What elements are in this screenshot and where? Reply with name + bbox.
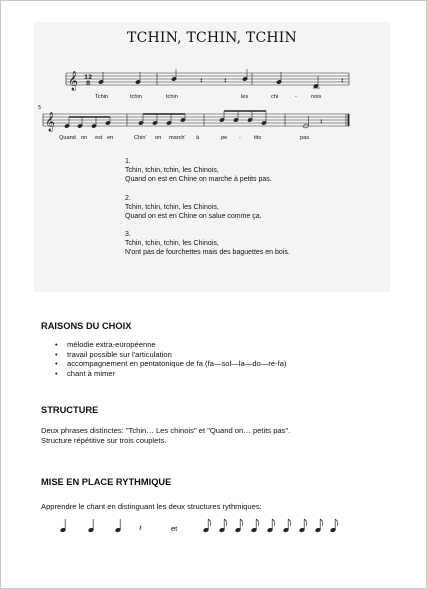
rythmique-text: Apprendre le chant en distinguant les deux structures rythmiques: (41, 502, 262, 511)
lyric-syllable: tits (254, 135, 262, 141)
rhythm-pattern-eighths (203, 519, 338, 532)
lyric-syllable: on (81, 135, 88, 141)
lyric-syllable: est (95, 135, 103, 141)
song-title: TCHIN, TCHIN, TCHIN (127, 30, 297, 46)
lyric-syllable: Quand (59, 135, 76, 141)
heading-raisons: RAISONS DU CHOIX (41, 321, 132, 331)
treble-clef-icon: 𝄞 (45, 112, 56, 132)
quarter-rest-icon: 𝄽 (200, 76, 203, 85)
lyric-syllable: Chin' (134, 135, 147, 141)
quarter-rest-icon: 𝄽 (341, 76, 344, 85)
lyric-syllable: tchin (130, 94, 142, 100)
lyric-syllable: nois (311, 94, 322, 100)
verse-3 (125, 230, 290, 257)
lyric-syllable: on (155, 135, 162, 141)
structure-line: Deux phrases distinctes: "Tchin… Les chinois" et "Quand on… petits pas". (41, 426, 291, 435)
verse-line: Tchin, tchin, tchin, les Chinois, (125, 240, 219, 247)
rhythm-connector: et (171, 524, 178, 533)
heading-rythmique: MISE EN PLACE RYTHMIQUE (41, 477, 172, 487)
time-signature-top: 12 (84, 74, 93, 81)
lyric-syllable: pe (221, 135, 228, 141)
lyric-syllable: tchin (166, 94, 178, 100)
lyric-syllable: les (241, 94, 249, 100)
list-item: • chant à mimer (67, 369, 287, 379)
rhythm-pattern-quarters (60, 519, 121, 532)
structure-line: Structure répétitive sur trois couplets. (41, 436, 167, 445)
quarter-rest-icon: 𝄽 (139, 524, 142, 534)
verse-1 (125, 157, 272, 184)
lyric-syllable: march' (169, 135, 186, 141)
raisons-list (41, 340, 287, 378)
lyric-syllable: - (239, 135, 241, 141)
treble-clef-icon: 𝄞 (68, 71, 79, 91)
lyric-syllable: en (107, 135, 114, 141)
verse-line: N'ont pas de fourchettes mais des baguettes en bois. (125, 249, 290, 256)
verse-2 (125, 194, 262, 221)
verse-number: 1. (125, 158, 131, 165)
verse-line: Tchin, tchin, tchin, les Chinois, (125, 167, 219, 174)
lyric-syllable: chi (271, 94, 279, 100)
time-signature-bottom: 8 (86, 80, 91, 87)
lyric-syllable: à (196, 135, 200, 141)
verse-number: 2. (125, 195, 131, 202)
lyric-syllable: - (295, 94, 297, 100)
heading-structure: STRUCTURE (41, 405, 99, 415)
measure-number: 5 (38, 105, 42, 111)
list-item: • mélodie extra-européenne (67, 340, 287, 350)
list-item: • travail possible sur l'articulation (67, 350, 287, 360)
quarter-rest-icon: 𝄽 (320, 117, 323, 126)
verse-line: Tchin, tchin, tchin, les Chinois, (125, 204, 219, 211)
verse-line: Quand on est en Chine on salue comme ça. (125, 213, 262, 220)
list-item: • accompagnement en pentatonique de fa (fa—sol—la—do—ré-fa) (67, 359, 287, 369)
lyric-syllable: pas. (300, 135, 311, 141)
quarter-rest-icon: 𝄽 (224, 76, 227, 85)
lyric-syllable: Tchin (95, 94, 109, 100)
verse-line: Quand on est en Chine on marche à petits pas. (125, 176, 272, 183)
verse-number: 3. (125, 231, 131, 238)
